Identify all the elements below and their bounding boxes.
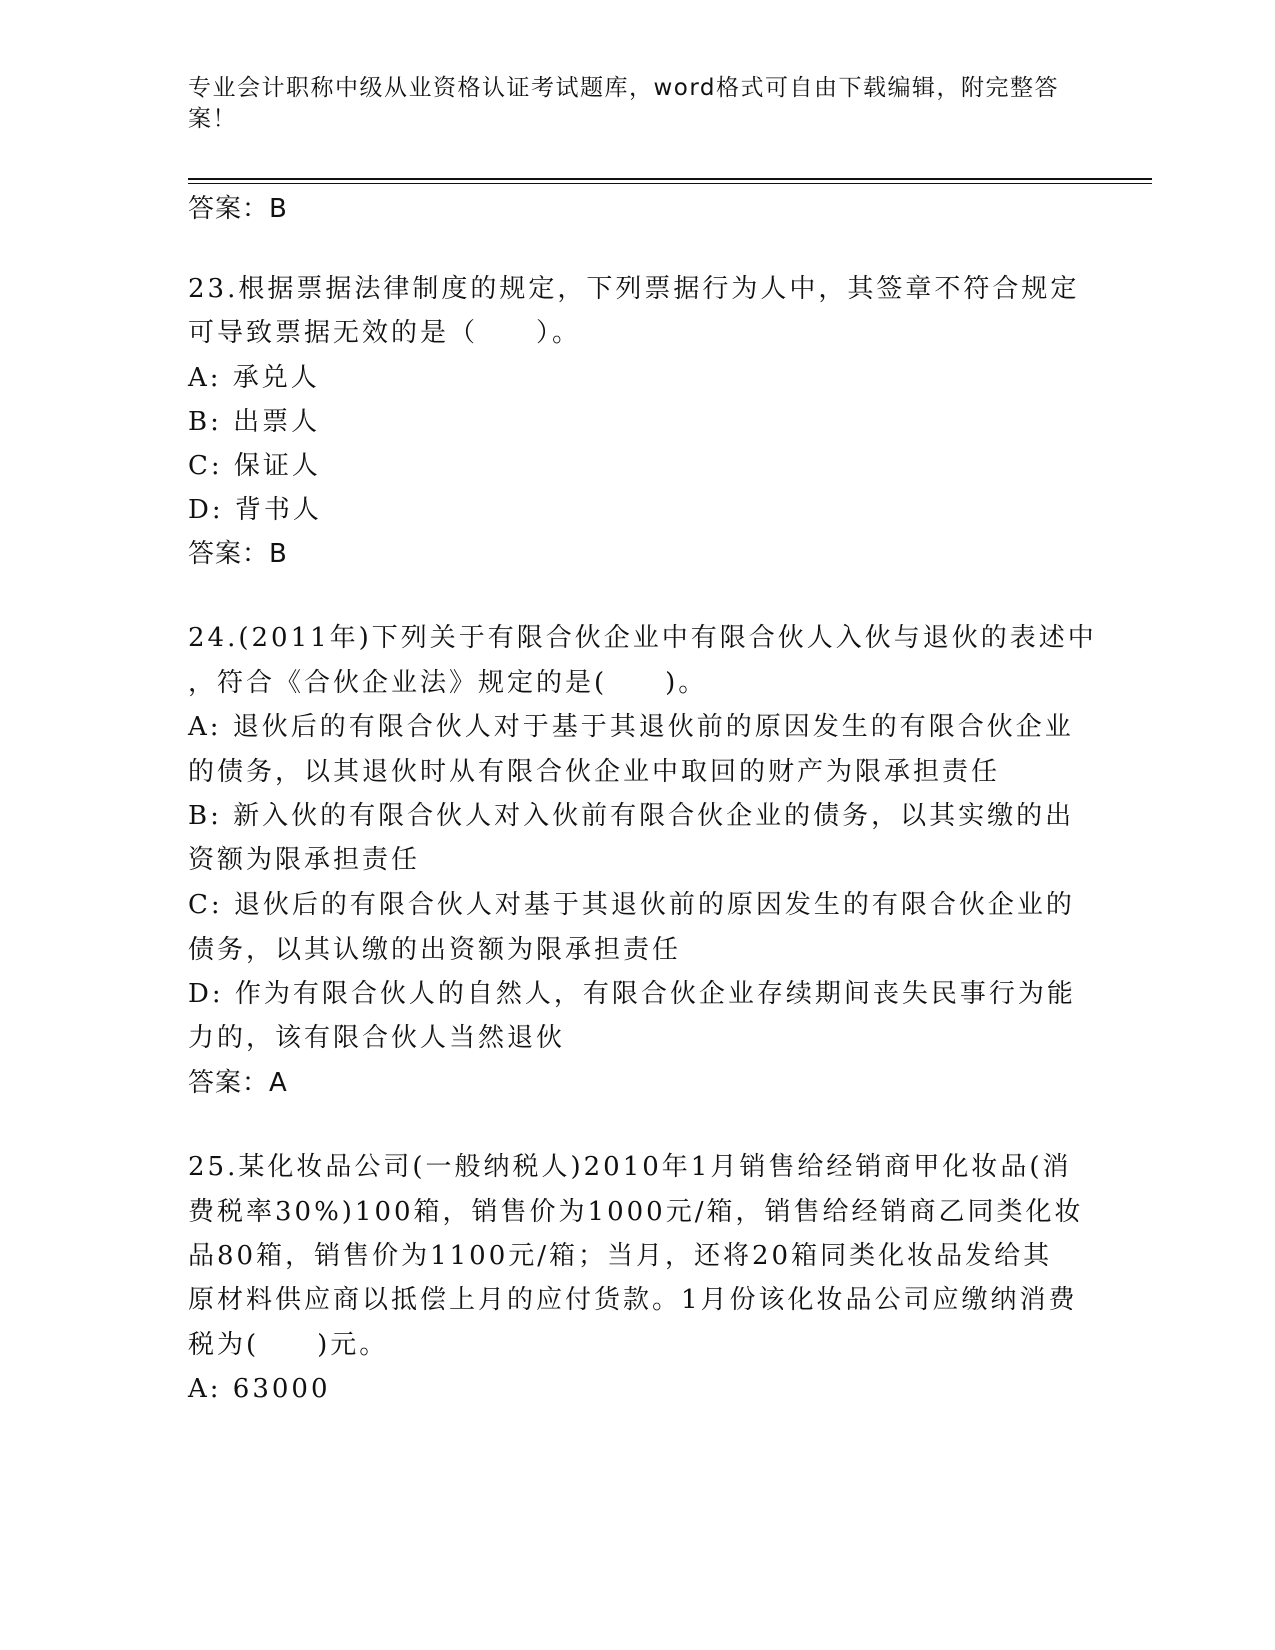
q24-option-a-line-2: 的债务，以其退伙时从有限合伙企业中取回的财产为限承担责任	[188, 757, 1001, 787]
q24-stem-line-1: 24.(2011年)下列关于有限合伙企业中有限合伙人入伙与退伙的表述中	[188, 623, 1097, 653]
q23-stem-line-1: 23.根据票据法律制度的规定，下列票据行为人中，其签章不符合规定	[188, 274, 1080, 304]
q25-stem-line-5: 税为( )元。	[188, 1330, 389, 1360]
q24-option-c-line-1: C: 退伙后的有限合伙人对基于其退伙前的原因发生的有限合伙企业的	[188, 890, 1075, 920]
q23-option-d: D: 背书人	[188, 495, 322, 525]
q23-answer: 答案：B	[188, 539, 288, 569]
q25-option-a: A: 63000	[188, 1374, 331, 1404]
q25-stem-line-2: 费税率30%)100箱，销售价为1000元/箱，销售给经销商乙同类化妆	[188, 1197, 1084, 1227]
q24-answer: 答案：A	[188, 1068, 288, 1098]
q24-option-a-line-1: A: 退伙后的有限合伙人对于基于其退伙前的原因发生的有限合伙企业	[188, 712, 1074, 742]
header-divider-thin	[188, 183, 1152, 184]
q23-stem-line-2: 可导致票据无效的是（ ）。	[188, 318, 582, 348]
page-header-note: 专业会计职称中级从业资格认证考试题库，word格式可自由下载编辑，附完整答案！	[188, 75, 1060, 132]
q24-option-d-line-2: 力的，该有限合伙人当然退伙	[188, 1023, 566, 1053]
q25-stem-line-4: 原材料供应商以抵偿上月的应付货款。1月份该化妆品公司应缴纳消费	[188, 1285, 1078, 1315]
q23-option-b: B: 出票人	[188, 407, 321, 437]
q25-stem-line-3: 品80箱，销售价为1100元/箱；当月，还将20箱同类化妆品发给其	[188, 1241, 1053, 1271]
q25-stem-line-1: 25.某化妆品公司(一般纳税人)2010年1月销售给经销商甲化妆品(消	[188, 1152, 1072, 1182]
q23-option-c: C: 保证人	[188, 451, 321, 481]
q24-option-b-line-2: 资额为限承担责任	[188, 845, 421, 875]
q23-option-a: A: 承兑人	[188, 363, 320, 393]
answer-previous: 答案：B	[188, 194, 288, 224]
q24-option-c-line-2: 债务，以其认缴的出资额为限承担责任	[188, 935, 682, 965]
q24-stem-line-2: ，符合《合伙企业法》规定的是( )。	[188, 668, 708, 698]
q24-option-b-line-1: B: 新入伙的有限合伙人对入伙前有限合伙企业的债务，以其实缴的出	[188, 801, 1075, 831]
q24-option-d-line-1: D: 作为有限合伙人的自然人，有限合伙企业存续期间丧失民事行为能	[188, 979, 1076, 1009]
header-divider-thick	[188, 178, 1152, 180]
